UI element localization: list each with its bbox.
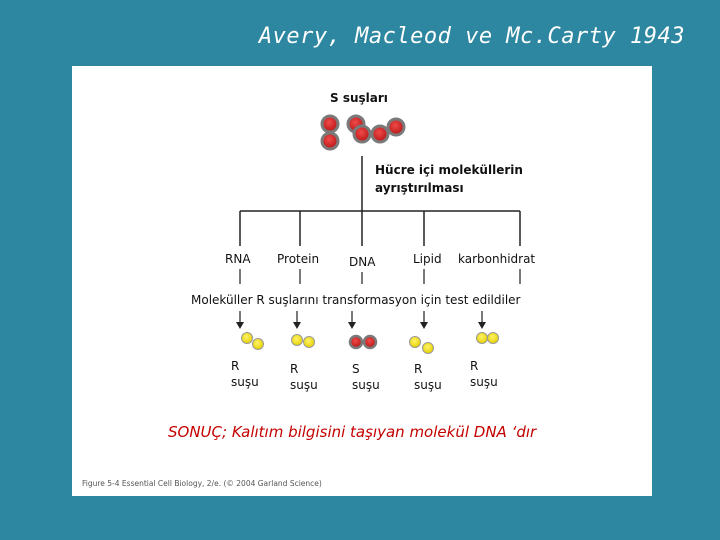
s-strain-cells [322,116,404,149]
result-cells-group-3 [350,336,376,348]
result-strain-3: S [352,362,360,376]
result-arrows [236,311,486,329]
slide-title: Avery, Macleod ve Mc.Carty 1943 [258,24,685,49]
result-label-3: suşu [352,378,380,392]
yellow-cell [304,337,315,348]
result-cells-group-4 [410,337,434,354]
yellow-cell [253,339,264,350]
figure-panel [72,66,652,496]
test-label: Moleküller R suşlarını transformasyon için test edildiler [191,293,521,307]
result-cells-group-2 [292,335,315,348]
result-label-4: suşu [414,378,442,392]
figure-caption: Figure 5-4 Essential Cell Biology, 2/e. (© 2004 Garland Science) [82,479,322,488]
result-label-2: suşu [290,378,318,392]
red-cell [354,126,370,142]
molecule-label-protein: Protein [277,252,320,266]
red-cell [350,336,362,348]
molecule-label-lipid: Lipid [413,252,442,266]
result-cells-group-1 [242,333,264,350]
result-label-1: suşu [231,375,259,389]
red-cell [372,126,388,142]
molecule-label-rna: RNA [225,252,251,266]
yellow-cell [242,333,253,344]
red-cell [322,116,338,132]
separation-label-line1: Hücre içi moleküllerin [375,163,523,177]
result-cells-group-5 [477,333,499,344]
result-strain-2: R [290,362,299,376]
result-strain-4: R [414,362,423,376]
molecule-label-karbonhidrat: karbonhidrat [458,252,536,266]
result-strain-1: R [231,359,240,373]
conclusion-text: SONUÇ; Kalıtım bilgisini taşıyan molekül DNA ‘dır [168,423,537,441]
yellow-cell [488,333,499,344]
result-strain-5: R [470,359,479,373]
yellow-cell [292,335,303,346]
experiment-diagram [72,66,652,496]
yellow-cell [410,337,421,348]
red-cell [322,133,338,149]
separation-label-line2: ayrıştırılması [375,181,464,195]
red-cell [364,336,376,348]
yellow-cell [423,343,434,354]
result-label-5: suşu [470,375,498,389]
s-strains-label: S suşları [330,91,388,105]
red-cell [388,119,404,135]
molecule-label-dna: DNA [349,255,376,269]
yellow-cell [477,333,488,344]
